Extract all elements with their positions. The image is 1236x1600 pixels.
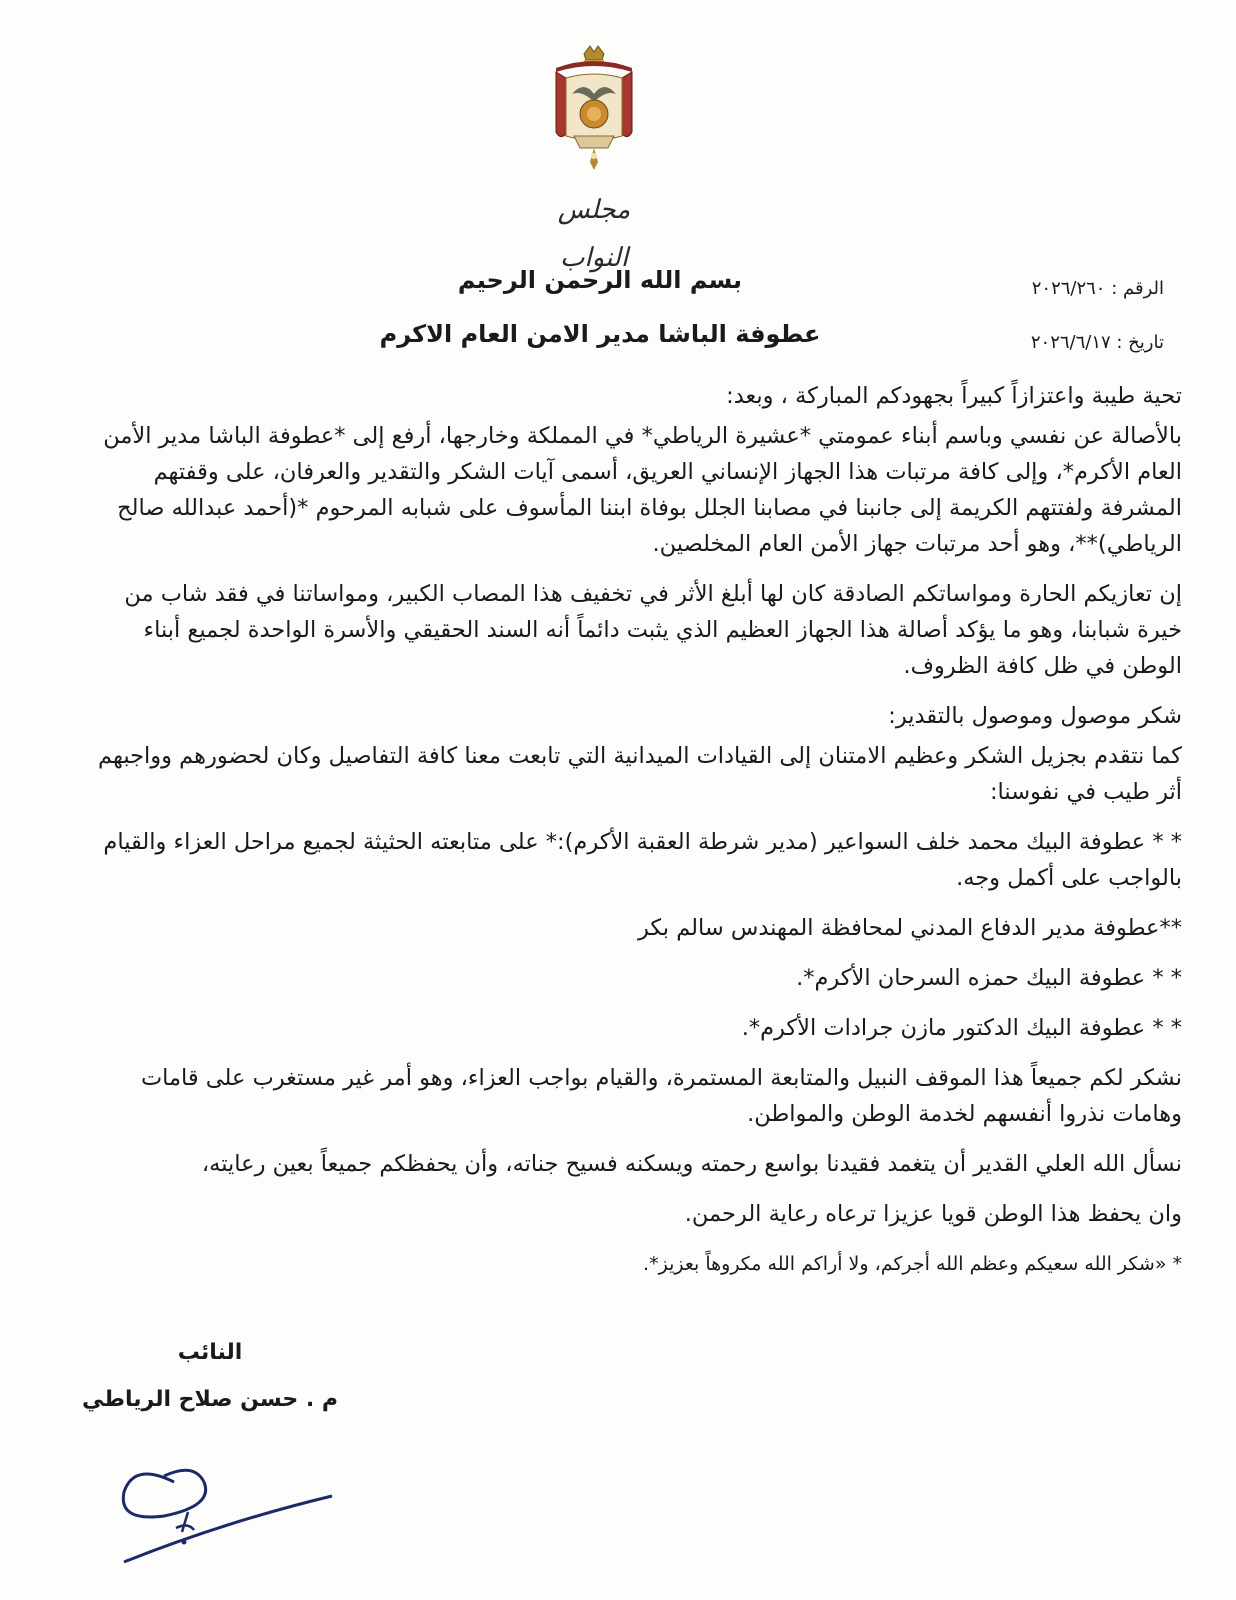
paragraph-field-leaders: كما نتقدم بجزيل الشكر وعظيم الامتنان إلى القيادات الميدانية التي تابعت معنا كافة التفاصيل وكان لحضورهم وواجبهم أثر طيب في نفوسنا: <box>97 743 1182 805</box>
thanks-item: * * عطوفة البيك الدكتور مازن جرادات الأكرم*. <box>741 1015 1182 1041</box>
thanks-item: **عطوفة مدير الدفاع المدني لمحافظة المهندس سالم بكر <box>637 915 1182 941</box>
reference-date: تاريخ : ٢٠٢٦/٦/١٧ <box>1030 332 1164 353</box>
jordan-coat-of-arms-icon <box>544 44 644 172</box>
addressee: عطوفة الباشا مدير الامن العام الاكرم <box>379 320 821 348</box>
signature-title: النائب <box>177 1340 243 1365</box>
council-logo: مجلس النواب <box>557 195 631 273</box>
signature-block <box>60 1340 360 1412</box>
closing-line: * «شكر الله سعيكم وعظم الله أجركم، ولا أراكم الله مكروهاً بعزيز*. <box>643 1253 1182 1275</box>
letter-body <box>88 378 1182 1296</box>
reference-number: الرقم : ٢٠٢٦/٢٦٠ <box>1031 278 1164 299</box>
paragraph-condolences: إن تعازيكم الحارة ومواساتكم الصادقة كان لها أبلغ الأثر في تخفيف هذا المصاب الكبير، ومواساتنا في فقد شاب من خيرة شبابنا، وهو ما يؤكد أصالة هذا الجهاز العظيم الذي يثبت دائماً أنه السند الحقيقي والأسرة الواحدة لجميع أبناء الوطن في ظل كافة الظروف. <box>124 581 1182 679</box>
thanks-item: * * عطوفة البيك محمد خلف السواعير (مدير شرطة العقبة الأكرم):* على متابعته الحثيثة لجميع مراحل العزاء والقيام بالواجب على أكمل وجه. <box>103 829 1182 891</box>
basmala: بسم الله الرحمن الرحيم <box>457 266 743 294</box>
paragraph-homeland: وان يحفظ هذا الوطن قويا عزيزا ترعاه رعاية الرحمن. <box>684 1201 1182 1227</box>
paragraph-appreciation: نشكر لكم جميعاً هذا الموقف النبيل والمتابعة المستمرة، والقيام بواجب العزاء، وهو أمر غير مستغرب على قامات وهامات نذروا أنفسهم لخدمة الوطن والمواطن. <box>140 1065 1182 1127</box>
paragraph-prayer: نسأل الله العلي القدير أن يتغمد فقيدنا بواسع رحمته ويسكنه فسيح جناته، وأن يحفظكم جميعاً بعين رعايته، <box>201 1151 1182 1177</box>
handwritten-signature-icon <box>104 1452 344 1572</box>
paragraph-gratitude: بالأصالة عن نفسي وباسم أبناء عمومتي *عشيرة الرياطي* في المملكة وخارجها، أرفع إلى *عطوفة الباشا مدير الأمن العام الأكرم*، وإلى كافة مرتبات هذا الجهاز الإنساني العريق، أسمى آيات الشكر والتقدير والعرفان، على وقفتهم المشرفة ولفتتهم الكريمة إلى جانبنا في مصابنا الجلل بوفاة ابننا المأسوف على شبابه المرحوم *(أحمد عبدالله صالح الرياطي)**، وهو أحد مرتبات جهاز الأمن العام المخلصين. <box>103 423 1182 557</box>
thanks-heading: شكر موصول وموصول بالتقدير: <box>888 703 1182 729</box>
signature-name: م . حسن صلاح الرياطي <box>82 1387 338 1412</box>
thanks-item: * * عطوفة البيك حمزه السرحان الأكرم*. <box>796 965 1182 991</box>
greeting: تحية طيبة واعتزازاً كبيراً بجهودكم المباركة ، وبعد: <box>726 383 1182 409</box>
